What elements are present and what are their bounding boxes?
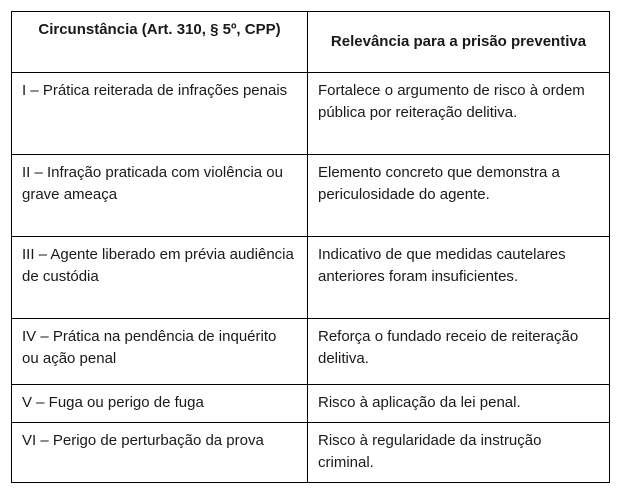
cell-relevance: Risco à aplicação da lei penal.: [308, 385, 610, 423]
cell-circumstance: V – Fuga ou perigo de fuga: [12, 385, 308, 423]
header-relevance: Relevância para a prisão preventiva: [308, 12, 610, 73]
cell-relevance: Indicativo de que medidas cautelares anteriores foram insuficientes.: [308, 237, 610, 319]
cell-circumstance: II – Infração praticada com violência ou grave ameaça: [12, 155, 308, 237]
cell-relevance: Elemento concreto que demonstra a periculosidade do agente.: [308, 155, 610, 237]
cell-relevance: Reforça o fundado receio de reiteração delitiva.: [308, 319, 610, 385]
table-row: [12, 423, 610, 483]
cell-relevance: Fortalece o argumento de risco à ordem pública por reiteração delitiva.: [308, 73, 610, 155]
cell-circumstance: IV – Prática na pendência de inquérito ou ação penal: [12, 319, 308, 385]
table-row: [12, 73, 610, 155]
table-row: [12, 319, 610, 385]
cell-circumstance: VI – Perigo de perturbação da prova: [12, 423, 308, 483]
cell-circumstance: III – Agente liberado em prévia audiência de custódia: [12, 237, 308, 319]
cell-circumstance: I – Prática reiterada de infrações penais: [12, 73, 308, 155]
cell-relevance: Risco à regularidade da instrução criminal.: [308, 423, 610, 483]
table-row: [12, 155, 610, 237]
table-header-row: [12, 12, 610, 73]
circumstances-table: [11, 11, 610, 483]
table-row: [12, 237, 610, 319]
header-circumstance: Circunstância (Art. 310, § 5º, CPP): [12, 12, 308, 73]
table-row: [12, 385, 610, 423]
